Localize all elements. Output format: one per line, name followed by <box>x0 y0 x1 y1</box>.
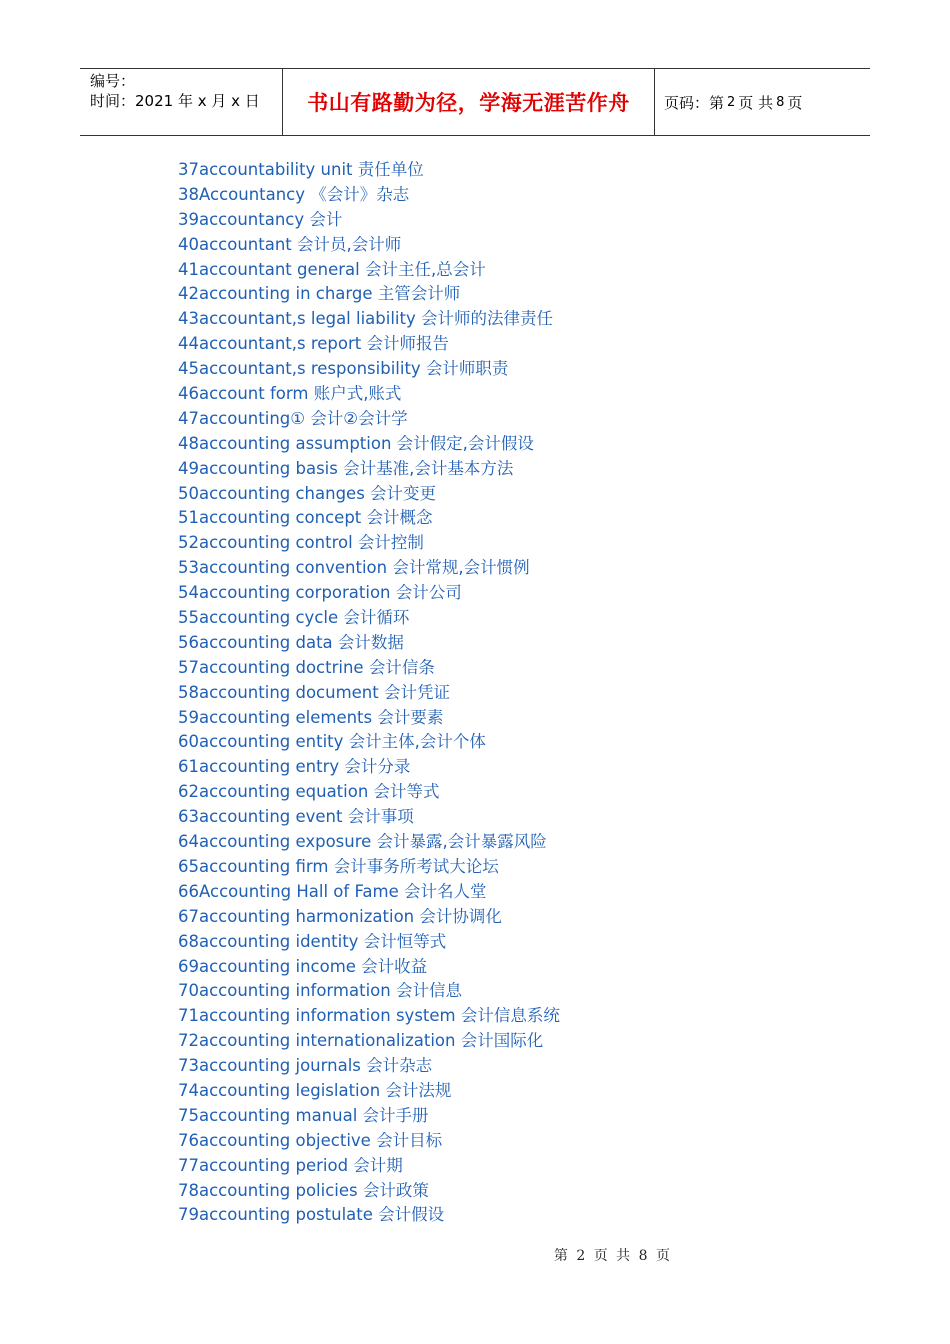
header-page-number <box>655 69 870 135</box>
glossary-entry: 65accounting firm 会计事务所考试大论坛 <box>178 856 499 876</box>
glossary-list <box>178 158 560 1228</box>
page-prefix: 页码：第 <box>664 93 725 112</box>
glossary-entry: 67accounting harmonization 会计协调化 <box>178 906 502 926</box>
glossary-entry: 43accountant,s legal liability 会计师的法律责任 <box>178 309 553 329</box>
glossary-entry: 63accounting event 会计事项 <box>178 807 414 827</box>
document-date: 时间：2021 年 x 月 x 日 <box>90 92 260 110</box>
glossary-entry: 79accounting postulate 会计假设 <box>178 1205 445 1225</box>
glossary-entry: 76accounting objective 会计目标 <box>178 1130 443 1150</box>
glossary-entry: 47accounting① 会计②会计学 <box>178 408 408 428</box>
glossary-entry: 40accountant 会计员,会计师 <box>178 234 402 254</box>
glossary-entry: 58accounting document 会计凭证 <box>178 682 450 702</box>
glossary-entry: 78accounting policies 会计政策 <box>178 1180 429 1200</box>
glossary-entry: 71accounting information system 会计信息系统 <box>178 1006 560 1026</box>
glossary-entry: 64accounting exposure 会计暴露,会计暴露风险 <box>178 832 547 852</box>
glossary-entry: 57accounting doctrine 会计信条 <box>178 657 435 677</box>
glossary-entry: 62accounting equation 会计等式 <box>178 782 440 802</box>
glossary-entry: 38Accountancy 《会计》杂志 <box>178 184 410 204</box>
glossary-entry: 44accountant,s report 会计师报告 <box>178 334 449 354</box>
glossary-entry: 41accountant general 会计主任,总会计 <box>178 259 486 279</box>
glossary-entry: 73accounting journals 会计杂志 <box>178 1056 433 1076</box>
page-total: 8 <box>776 94 785 110</box>
glossary-entry: 39accountancy 会计 <box>178 209 343 229</box>
glossary-entry: 46account form 账户式,账式 <box>178 384 402 404</box>
glossary-entry: 55accounting cycle 会计循环 <box>178 608 410 628</box>
glossary-entry: 42accounting in charge 主管会计师 <box>178 284 461 304</box>
page-current: 2 <box>727 94 736 110</box>
document-number-label: 编号： <box>90 72 136 90</box>
footer-page-number: 第 2 页 共 8 页 <box>553 1248 670 1264</box>
glossary-entry: 37accountability unit 责任单位 <box>178 160 424 179</box>
header-motto <box>282 69 655 135</box>
page-mid: 页 共 <box>738 93 774 112</box>
glossary-entry: 56accounting data 会计数据 <box>178 632 404 652</box>
glossary-entry: 59accounting elements 会计要素 <box>178 707 444 727</box>
glossary-entry: 69accounting income 会计收益 <box>178 956 428 976</box>
glossary-entry: 51accounting concept 会计概念 <box>178 508 433 528</box>
glossary-entry: 54accounting corporation 会计公司 <box>178 583 462 603</box>
glossary-entry: 45accountant,s responsibility 会计师职责 <box>178 359 509 379</box>
glossary-entry: 53accounting convention 会计常规,会计惯例 <box>178 558 530 578</box>
glossary-entry: 48accounting assumption 会计假定,会计假设 <box>178 433 534 453</box>
glossary-entry: 52accounting control 会计控制 <box>178 533 424 553</box>
glossary-entry: 77accounting period 会计期 <box>178 1155 403 1175</box>
header-meta <box>80 69 282 135</box>
glossary-entry: 60accounting entity 会计主体,会计个体 <box>178 732 486 752</box>
glossary-entry: 61accounting entry 会计分录 <box>178 757 411 777</box>
glossary-entry: 75accounting manual 会计手册 <box>178 1105 429 1125</box>
motto-text: 书山有路勤为径，学海无涯苦作舟 <box>307 91 630 115</box>
page-suffix: 页 <box>787 93 803 112</box>
page-footer <box>0 1245 950 1265</box>
glossary-entry: 66Accounting Hall of Fame 会计名人堂 <box>178 881 487 901</box>
page-header <box>80 68 870 136</box>
glossary-entry: 50accounting changes 会计变更 <box>178 483 437 503</box>
glossary-entry: 74accounting legislation 会计法规 <box>178 1080 452 1100</box>
glossary-entry: 49accounting basis 会计基准,会计基本方法 <box>178 458 514 478</box>
glossary-entry: 68accounting identity 会计恒等式 <box>178 931 447 951</box>
glossary-entry: 72accounting internationalization 会计国际化 <box>178 1031 544 1051</box>
glossary-entry: 70accounting information 会计信息 <box>178 981 462 1001</box>
